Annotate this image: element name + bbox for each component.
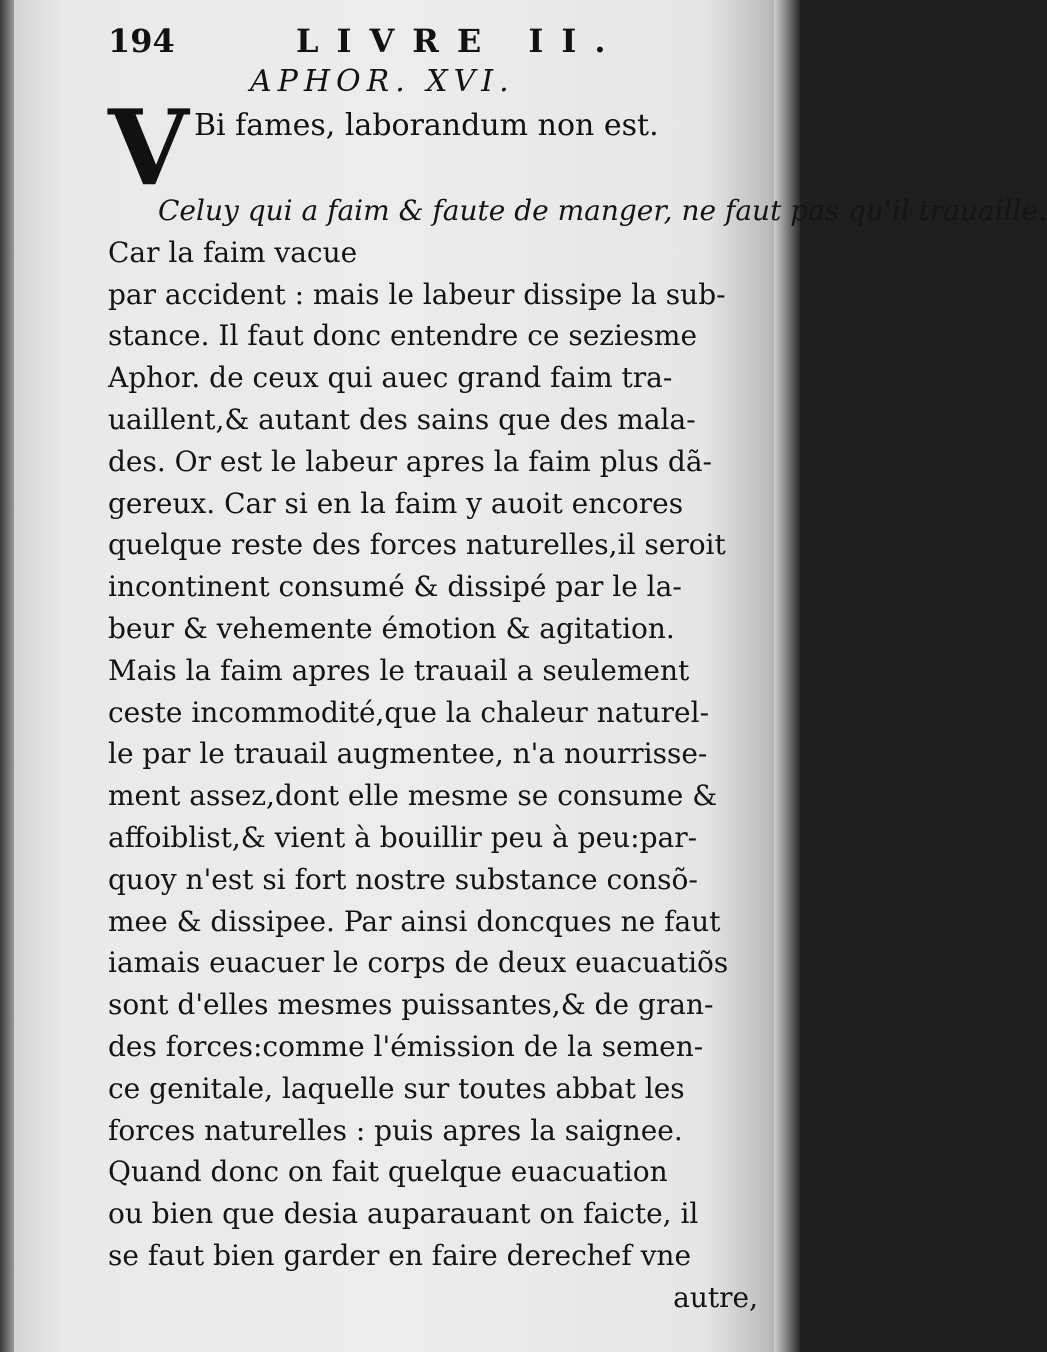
text-line [108, 733, 768, 775]
text-line [108, 1110, 768, 1152]
catchword [108, 1277, 768, 1319]
text-line [108, 942, 768, 984]
text-line [108, 817, 768, 859]
text-line-content: sont d'elles mesmes puissantes,& de gran- [108, 988, 714, 1022]
text-line [108, 859, 768, 901]
text-line [108, 1193, 768, 1235]
text-line-content: le par le trauail augmentee, n'a nourrisse- [108, 737, 708, 771]
text-line [108, 524, 768, 566]
text-line-content: incontinent consumé & dissipé par le la- [108, 570, 682, 604]
text-line [108, 315, 768, 357]
text-line-content: beur & vehemente émotion & agitation. [108, 611, 675, 645]
running-title: LIVRE II. [296, 22, 624, 60]
text-line-content: Car la faim vacue [108, 235, 358, 269]
page-gutter [0, 0, 14, 1352]
text-line [108, 483, 768, 525]
text-line-content: forces naturelles : puis apres la saignee. [108, 1113, 683, 1147]
aphorism-heading: APHOR. XVI. [250, 64, 515, 99]
text-line [108, 650, 768, 692]
text-line-content: stance. Il faut donc entendre ce seziesme [108, 319, 698, 353]
text-line-content: affoiblist,& vient à bouillir peu à peu:par- [108, 820, 698, 854]
text-line-content: mee & dissipee. Par ainsi doncques ne faut [108, 904, 721, 938]
text-line [108, 274, 768, 316]
text-line [108, 775, 768, 817]
text-line [108, 608, 768, 650]
text-line [108, 1026, 768, 1068]
text-line [108, 901, 768, 943]
text-line-content: quoy n'est si fort nostre substance consõ- [108, 862, 698, 896]
text-line-content: se faut bien garder en faire derechef vne [108, 1238, 692, 1272]
text-line [108, 1068, 768, 1110]
text-line-content: ment assez,dont elle mesme se consume & [108, 779, 718, 813]
commentary-text [108, 190, 1047, 1319]
text-line [108, 566, 768, 608]
text-line [108, 1151, 768, 1193]
text-line-content: Mais la faim apres le trauail a seulement [108, 653, 690, 687]
drop-cap-initial: V [108, 86, 189, 209]
text-line [108, 399, 768, 441]
text-line [108, 441, 768, 483]
text-line [108, 1235, 768, 1277]
text-line [108, 357, 768, 399]
text-line-content: Aphor. de ceux qui auec grand faim tra- [108, 361, 673, 395]
text-line-content: quelque reste des forces naturelles,il seroit [108, 528, 726, 562]
text-line [108, 692, 768, 734]
text-line-content: gereux. Car si en la faim y auoit encores [108, 486, 684, 520]
text-line [108, 984, 768, 1026]
page-number: 194 [108, 22, 175, 60]
latin-maxim: Bi fames, laborandum non est. [194, 108, 659, 143]
text-line [108, 232, 768, 274]
text-line-content: iamais euacuer le corps de deux euacuatiõs [108, 946, 729, 980]
text-line-content: ou bien que desia auparauant on faicte, il [108, 1197, 699, 1231]
text-line-content: des forces:comme l'émission de la semen- [108, 1029, 704, 1063]
text-line [108, 190, 1047, 232]
text-line-content: ceste incommodité,que la chaleur naturel- [108, 695, 710, 729]
running-head [108, 22, 628, 66]
text-line-content: Quand donc on fait quelque euacuation [108, 1155, 668, 1189]
catchword-text: autre, [673, 1280, 758, 1314]
translation-italic: Celuy qui a faim & faute de manger, ne faut pas qu'il trauaille. [158, 194, 1047, 227]
text-line-content: par accident : mais le labeur dissipe la sub- [108, 277, 726, 311]
text-line-content: des. Or est le labeur apres la faim plus dã- [108, 444, 712, 478]
text-line-content: ce genitale, laquelle sur toutes abbat les [108, 1071, 685, 1105]
text-line-content: uaillent,& autant des sains que des mala- [108, 402, 696, 436]
